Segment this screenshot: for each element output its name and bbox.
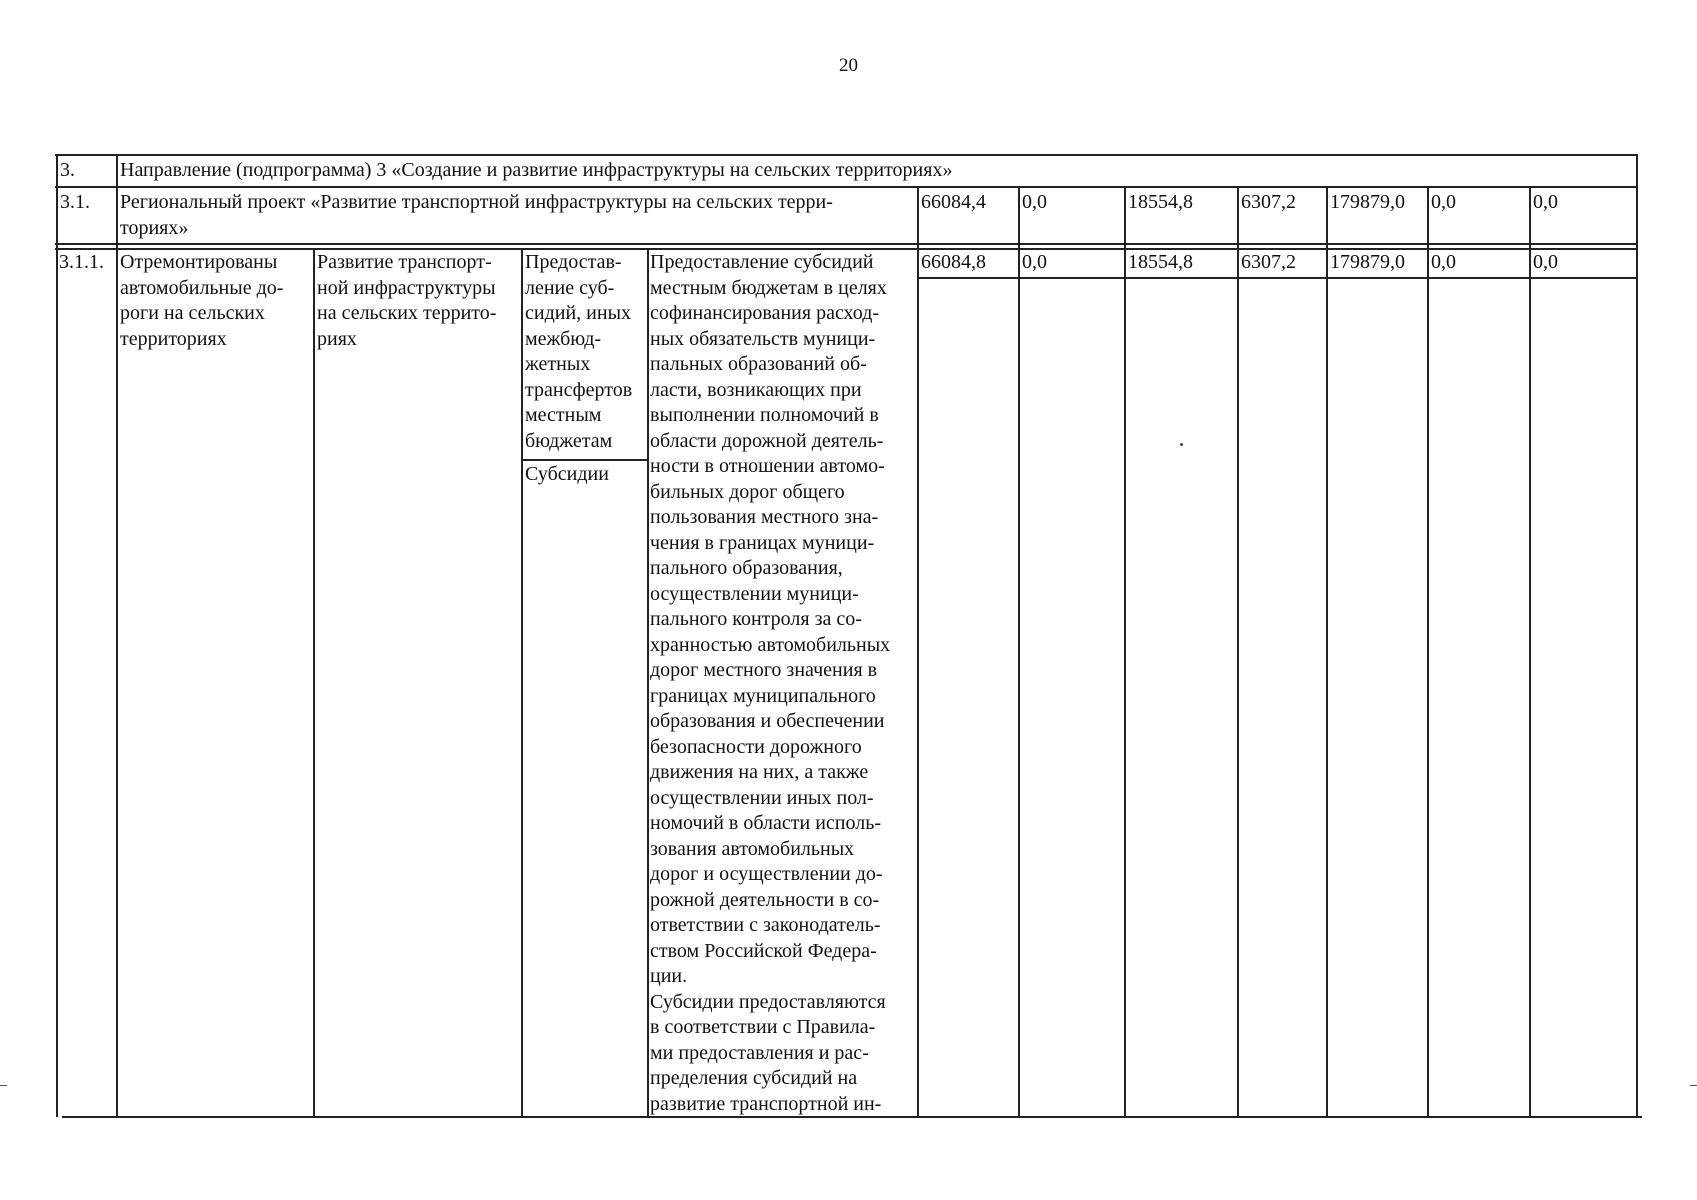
item-value [1238, 249, 1325, 276]
page-number: 20 [839, 55, 858, 76]
item-description-line: ных обязательств муници- [650, 327, 876, 350]
item-description-line: Предоставление субсидий [650, 251, 874, 273]
item-description-line: пальных образований об- [650, 353, 867, 375]
item-mechanism-type [522, 461, 646, 488]
item-result-line: роги на сельских [120, 302, 265, 324]
item-mechanism-line: сидий, иных [525, 302, 632, 324]
item-result-line: территориях [120, 327, 227, 350]
table-rule [62, 1116, 1642, 1118]
project-value [1125, 189, 1236, 216]
item-description-line: развитие транспортной ин- [650, 1092, 882, 1115]
table-rule [1427, 186, 1429, 1117]
item-description-line: осуществлении муници- [650, 582, 859, 605]
item-number [57, 249, 115, 276]
item-task-line: Развитие транспорт- [317, 251, 492, 273]
table-rule [1636, 154, 1638, 1117]
project-value-text: 66084,4 [921, 191, 986, 213]
table-rule [1326, 186, 1328, 1117]
project-value-text: 6307,2 [1241, 191, 1296, 213]
item-description-line: в соответствии с Правила- [650, 1016, 876, 1038]
item-description [648, 249, 917, 1115]
item-description-line: дорог и осуществлении до- [650, 863, 883, 885]
project-number-text: 3.1. [60, 191, 90, 213]
section-title-text: Направление (подпрограмма) 3 «Создание и развитие инфраструктуры на сельских территориях» [120, 159, 953, 181]
item-value [918, 249, 1017, 276]
item-mechanism-line: ление суб- [525, 276, 615, 299]
item-mechanism-line: Предостав- [525, 251, 622, 273]
item-description-line: хранностью автомобильных [650, 633, 891, 656]
project-value-text: 0,0 [1022, 191, 1047, 213]
table-rule [55, 154, 1638, 156]
item-value-text: 66084,8 [921, 251, 986, 273]
project-value-text: 0,0 [1533, 191, 1558, 213]
item-description-line: образования и обеспечении [650, 710, 885, 732]
item-task-line: риях [317, 327, 357, 350]
item-mechanism-line: жетных [525, 353, 591, 375]
item-value-text: 18554,8 [1128, 251, 1193, 273]
item-description-line: пределения субсидий на [650, 1067, 858, 1089]
item-description-line: ми предоставления и рас- [650, 1041, 869, 1064]
table-rule [1529, 186, 1531, 1117]
project-value-text: 18554,8 [1128, 191, 1193, 213]
table-rule [1237, 186, 1239, 1117]
project-value-text: 0,0 [1431, 191, 1456, 213]
item-description-line: бильных дорог общего [650, 480, 845, 503]
item-result [117, 249, 312, 352]
item-description-line: ласти, возникающих при [650, 378, 862, 401]
item-task-line: ной инфраструктуры [317, 276, 496, 299]
item-task-line: на сельских террито- [317, 302, 497, 324]
item-description-line: софинансирования расход- [650, 302, 880, 324]
item-description-line: рожной деятельности в со- [650, 888, 880, 911]
item-description-line: ответствии с законодатель- [650, 914, 881, 936]
table-rule [55, 243, 1638, 245]
item-description-line: области дорожной деятель- [650, 429, 884, 452]
item-mechanism-line: межбюд- [525, 327, 602, 350]
section-number [57, 157, 115, 185]
table-rule [917, 186, 919, 1117]
item-description-line: движения на них, а также [650, 761, 869, 783]
table-rule [1018, 186, 1020, 1117]
item-task [314, 249, 520, 352]
project-title-line: ториях» [120, 216, 189, 239]
section-title [117, 157, 1635, 185]
item-description-line: ции. [650, 965, 688, 987]
item-mechanism-line: местным [525, 404, 602, 426]
item-description-line: ством Российской Федера- [650, 939, 877, 962]
item-description-line: Субсидии предоставляются [650, 990, 886, 1013]
project-value [1428, 189, 1528, 216]
project-title-line: Региональный проект «Развитие транспортной инфраструктуры на сельских терри- [120, 191, 833, 213]
scan-speck [1180, 443, 1183, 446]
item-value-text: 179879,0 [1330, 251, 1405, 273]
project-value [1019, 189, 1123, 216]
item-number-text: 3.1.1. [59, 251, 104, 273]
item-description-line: границах муниципального [650, 684, 876, 707]
item-description-line: дорог местного значения в [650, 659, 878, 681]
item-value [1327, 249, 1426, 276]
item-value [1125, 249, 1236, 276]
item-description-line: чения в границах муници- [650, 531, 875, 554]
project-value [918, 189, 1017, 216]
item-description-line: пользования местного зна- [650, 506, 879, 528]
project-value [1238, 189, 1325, 216]
item-description-line: ности в отношении автомо- [650, 455, 885, 477]
item-value-text: 0,0 [1431, 251, 1456, 273]
item-value [1530, 249, 1635, 276]
item-mechanism-line: бюджетам [525, 429, 613, 452]
item-value [1019, 249, 1123, 276]
item-mechanism [522, 249, 646, 458]
table-rule [313, 248, 315, 1117]
item-mechanism-type-text: Субсидии [525, 463, 609, 485]
margin-tick [1690, 1085, 1697, 1086]
table-rule [1124, 186, 1126, 1117]
item-value-text: 6307,2 [1241, 251, 1296, 273]
item-mechanism-line: трансфертов [525, 378, 633, 401]
item-description-line: осуществлении иных пол- [650, 786, 874, 809]
item-value [1428, 249, 1528, 276]
item-value-text: 0,0 [1533, 251, 1558, 273]
item-result-line: Отремонтированы [120, 251, 278, 273]
item-result-line: автомобильные до- [120, 276, 284, 299]
item-description-line: пального контроля за со- [650, 608, 862, 630]
margin-tick [0, 1085, 7, 1086]
item-description-line: зования автомобильных [650, 837, 855, 860]
item-description-line: местным бюджетам в целях [650, 276, 887, 299]
item-description-line: выполнении полномочий в [650, 404, 879, 426]
project-value [1327, 189, 1426, 216]
project-number [57, 189, 115, 241]
item-description-line: пального образования, [650, 557, 843, 579]
project-value [1530, 189, 1635, 216]
table-rule [55, 186, 1638, 188]
item-description-line: безопасности дорожного [650, 735, 862, 758]
section-number-text: 3. [60, 159, 75, 181]
item-value-text: 0,0 [1022, 251, 1047, 273]
project-title [117, 189, 916, 241]
project-value-text: 179879,0 [1330, 191, 1405, 213]
table-rule [56, 154, 58, 1117]
item-description-line: номочий в области исполь- [650, 812, 882, 834]
